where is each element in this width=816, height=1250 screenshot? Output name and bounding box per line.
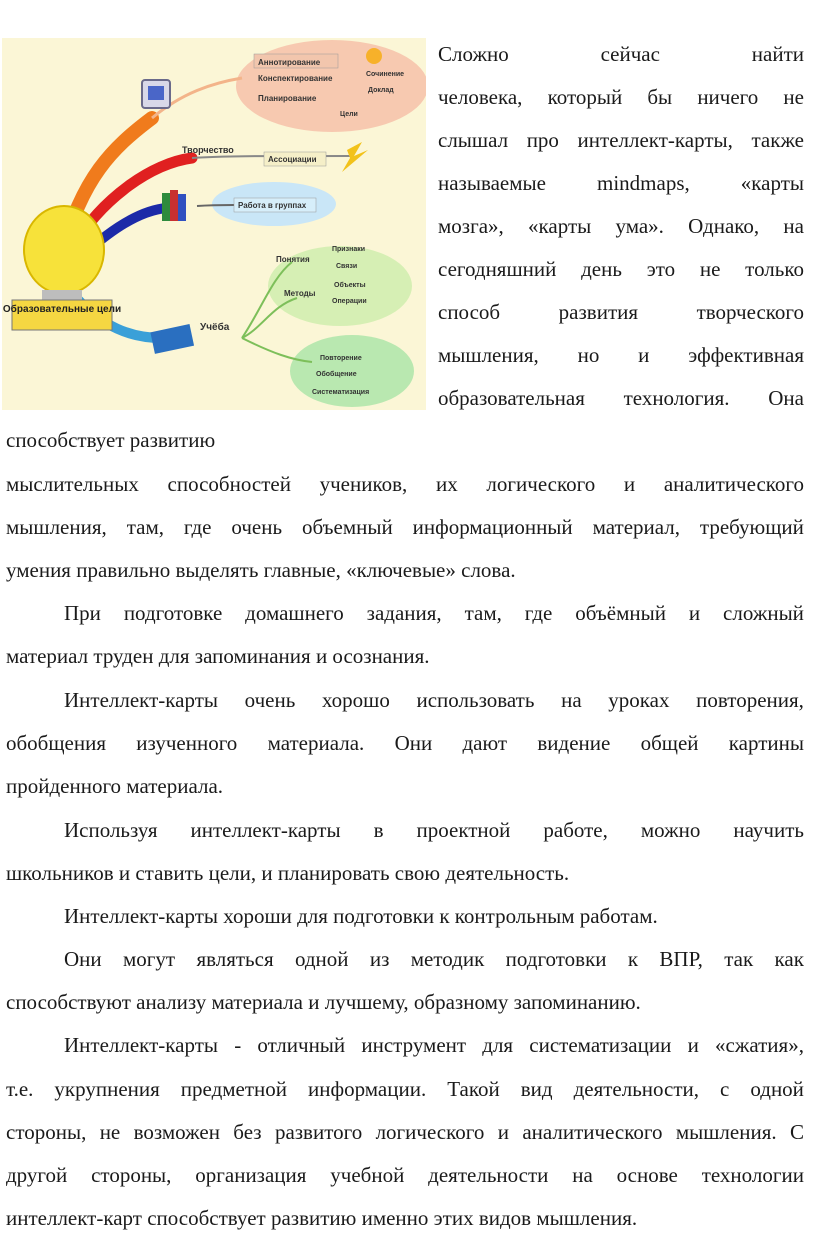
computer-screen: [148, 86, 164, 100]
word: т.е.: [6, 1077, 34, 1101]
word: слышал: [438, 128, 509, 152]
word: Они: [64, 947, 102, 971]
text-line: [438, 126, 804, 154]
word: отличный: [257, 1033, 346, 1057]
text-line: [6, 1118, 804, 1146]
label-groupwork: Работа в группах: [238, 201, 307, 210]
word: «карты: [528, 214, 592, 238]
word: развития: [558, 300, 639, 324]
word: к: [627, 947, 639, 971]
center-label: Образовательные цели: [2, 304, 122, 315]
word: использовать: [416, 688, 535, 712]
text-line: [6, 988, 804, 1016]
word: мышления.: [675, 1120, 777, 1144]
word: возможен: [133, 1120, 220, 1144]
word: изученного: [136, 731, 238, 755]
label-concepts: Понятия: [276, 255, 310, 264]
word: и: [688, 601, 701, 625]
word: но: [577, 343, 600, 367]
text-line: [438, 169, 804, 197]
word: «сжатия»,: [715, 1033, 804, 1057]
lightbulb-icon: [24, 206, 104, 294]
word: аналитического: [522, 1120, 663, 1144]
text-line: [6, 772, 804, 800]
word: являться: [196, 947, 274, 971]
word: умения правильно выделять главные, «ключевые» слова.: [6, 558, 516, 582]
word: школьников и ставить цели, и планировать свою деятельность.: [6, 861, 570, 885]
label-methods: Методы: [284, 289, 316, 298]
word: на: [572, 1163, 593, 1187]
text-line: [438, 40, 804, 68]
label-conspect: Конспектирование: [258, 74, 333, 83]
word: общей: [640, 731, 699, 755]
word: Однако,: [688, 214, 760, 238]
word: технология.: [623, 386, 730, 410]
word: объемный: [301, 515, 393, 539]
word: организация: [195, 1163, 307, 1187]
blue-branch-thin: [197, 205, 234, 206]
word: -: [234, 1033, 242, 1057]
word: аналитического: [663, 472, 804, 496]
word: сегодняшний: [438, 257, 557, 281]
word: обобщения: [6, 731, 106, 755]
word: мыслительных: [6, 472, 139, 496]
label-signs: Признаки: [332, 246, 366, 253]
word: человека,: [438, 85, 523, 109]
smiley-icon: [366, 48, 382, 64]
word: деятельности: [428, 1163, 549, 1187]
text-line: [438, 212, 804, 240]
label-creativity: Творчество: [182, 145, 234, 155]
word: деятельности,: [573, 1077, 700, 1101]
word: не: [783, 85, 804, 109]
word: и: [638, 343, 650, 367]
word: Такой: [447, 1077, 500, 1101]
word: сейчас: [600, 42, 660, 66]
word: повторения,: [696, 688, 804, 712]
word: способностей: [167, 472, 291, 496]
label-systematize: Систематизация: [312, 389, 370, 396]
text-line: [438, 384, 804, 412]
word: их: [435, 472, 458, 496]
word: из: [369, 947, 390, 971]
word: логического: [486, 472, 596, 496]
word: Интеллект-карты: [64, 688, 218, 712]
word: технологии: [701, 1163, 804, 1187]
word: не: [99, 1120, 121, 1144]
text-line: [438, 255, 804, 283]
word: очень: [244, 688, 296, 712]
text-line: [6, 1075, 804, 1103]
word: требующий: [699, 515, 804, 539]
word: интеллект-карты,: [577, 128, 733, 152]
textbook-icon: [150, 324, 194, 354]
word: можно: [640, 818, 701, 842]
word: видение: [537, 731, 611, 755]
word: дают: [462, 731, 508, 755]
mindmap-svg: [2, 38, 426, 410]
word: который: [547, 85, 623, 109]
word: Интеллект-карты хороши для подготовки к контрольным работам.: [64, 904, 658, 928]
word: и: [497, 1120, 509, 1144]
word: эффективная: [688, 343, 804, 367]
word: только: [745, 257, 804, 281]
word: информации.: [308, 1077, 427, 1101]
text-line: [64, 599, 804, 627]
word: и: [623, 472, 636, 496]
word: инструмент: [361, 1033, 467, 1057]
text-line: [6, 1204, 804, 1232]
word: где: [524, 601, 553, 625]
word: могут: [123, 947, 176, 971]
word: одной: [750, 1077, 804, 1101]
label-goals: Цели: [340, 111, 358, 118]
word: найти: [751, 42, 804, 66]
word: так: [724, 947, 754, 971]
word: где: [183, 515, 212, 539]
label-planning: Планирование: [258, 94, 317, 103]
text-line: [64, 902, 804, 930]
label-generalize: Обобщение: [316, 371, 357, 378]
word: называемые: [438, 171, 546, 195]
text-line: [6, 470, 804, 498]
word: другой: [6, 1163, 68, 1187]
word: домашнего: [245, 601, 344, 625]
word: также: [751, 128, 804, 152]
word: там,: [464, 601, 502, 625]
text-line: [438, 341, 804, 369]
word: очень: [231, 515, 283, 539]
word: объёмный: [575, 601, 666, 625]
label-operations: Операции: [332, 298, 367, 305]
word: При: [64, 601, 101, 625]
text-line: [6, 556, 804, 584]
word: материала.: [267, 731, 365, 755]
word: интеллект-карт способствует развитию именно этих видов мышления.: [6, 1206, 638, 1230]
text-line: [6, 426, 804, 454]
word: задания,: [366, 601, 442, 625]
text-line: [6, 859, 804, 887]
word: основе: [616, 1163, 678, 1187]
word: уроках: [608, 688, 670, 712]
label-study: Учёба: [200, 322, 230, 333]
word: информационный: [412, 515, 573, 539]
label-repeat: Повторение: [320, 355, 362, 362]
word: ВПР,: [659, 947, 703, 971]
text-line: [64, 1031, 804, 1059]
word: мозга»,: [438, 214, 504, 238]
word: одной: [294, 947, 349, 971]
word: развитого: [274, 1120, 363, 1144]
word: творческого: [696, 300, 804, 324]
word: стороны,: [91, 1163, 172, 1187]
text-line: [438, 83, 804, 111]
word: способствуют анализу материала и лучшему, образному запоминанию.: [6, 990, 641, 1014]
text-line: [64, 816, 804, 844]
label-essay: Сочинение: [366, 71, 405, 78]
word: интеллект-карты: [190, 818, 341, 842]
word: с: [720, 1077, 730, 1101]
word: мышления,: [6, 515, 107, 539]
word: как: [774, 947, 804, 971]
word: на: [783, 214, 804, 238]
word: mindmaps,: [597, 171, 690, 195]
word: Они: [394, 731, 433, 755]
word: проектной: [416, 818, 511, 842]
text-line: [6, 642, 804, 670]
label-associations: Ассоциации: [268, 155, 317, 164]
word: в: [373, 818, 384, 842]
word: там,: [126, 515, 164, 539]
word: день: [581, 257, 622, 281]
books-icon: [162, 193, 170, 221]
word: хорошо: [321, 688, 390, 712]
word: стороны,: [6, 1120, 87, 1144]
text-line: [438, 298, 804, 326]
word: учеников,: [319, 472, 408, 496]
text-line: [6, 1161, 804, 1189]
word: материал,: [592, 515, 680, 539]
word: образовательная: [438, 386, 585, 410]
label-links: Связи: [336, 263, 358, 270]
word: материал труден для запоминания и осознания.: [6, 644, 430, 668]
word: подготовке: [123, 601, 223, 625]
word: бы: [647, 85, 673, 109]
word: логического: [375, 1120, 485, 1144]
word: пройденного материала.: [6, 774, 224, 798]
text-line: [6, 513, 804, 541]
word: не: [699, 257, 721, 281]
text-line: [64, 686, 804, 714]
word: без: [233, 1120, 262, 1144]
word: «карты: [740, 171, 804, 195]
mindmap-illustration: [2, 38, 426, 410]
word: про: [526, 128, 559, 152]
word: сложный: [723, 601, 804, 625]
word: систематизации: [529, 1033, 672, 1057]
word: учебной: [330, 1163, 405, 1187]
word: это: [646, 257, 676, 281]
label-report: Доклад: [368, 87, 394, 94]
word: укрупнения: [54, 1077, 160, 1101]
word: Интеллект-карты: [64, 1033, 218, 1057]
word: ума».: [615, 214, 664, 238]
word: С: [789, 1120, 804, 1144]
word: работе,: [543, 818, 608, 842]
label-objects: Объекты: [334, 282, 366, 289]
label-annotation: Аннотирование: [258, 58, 321, 67]
word: вид: [520, 1077, 553, 1101]
word: Сложно: [438, 42, 509, 66]
word: мышления,: [438, 343, 539, 367]
word: методик: [410, 947, 485, 971]
word: ничего: [697, 85, 759, 109]
word: Она: [768, 386, 804, 410]
word: научить: [733, 818, 804, 842]
text-line: [6, 729, 804, 757]
word: картины: [728, 731, 804, 755]
word: на: [561, 688, 582, 712]
word: подготовки: [505, 947, 607, 971]
text-line: [64, 945, 804, 973]
word: способствует развитию: [6, 428, 216, 452]
word: для: [482, 1033, 514, 1057]
word: и: [687, 1033, 699, 1057]
word: Используя: [64, 818, 158, 842]
word: предметной: [180, 1077, 288, 1101]
word: способ: [438, 300, 501, 324]
